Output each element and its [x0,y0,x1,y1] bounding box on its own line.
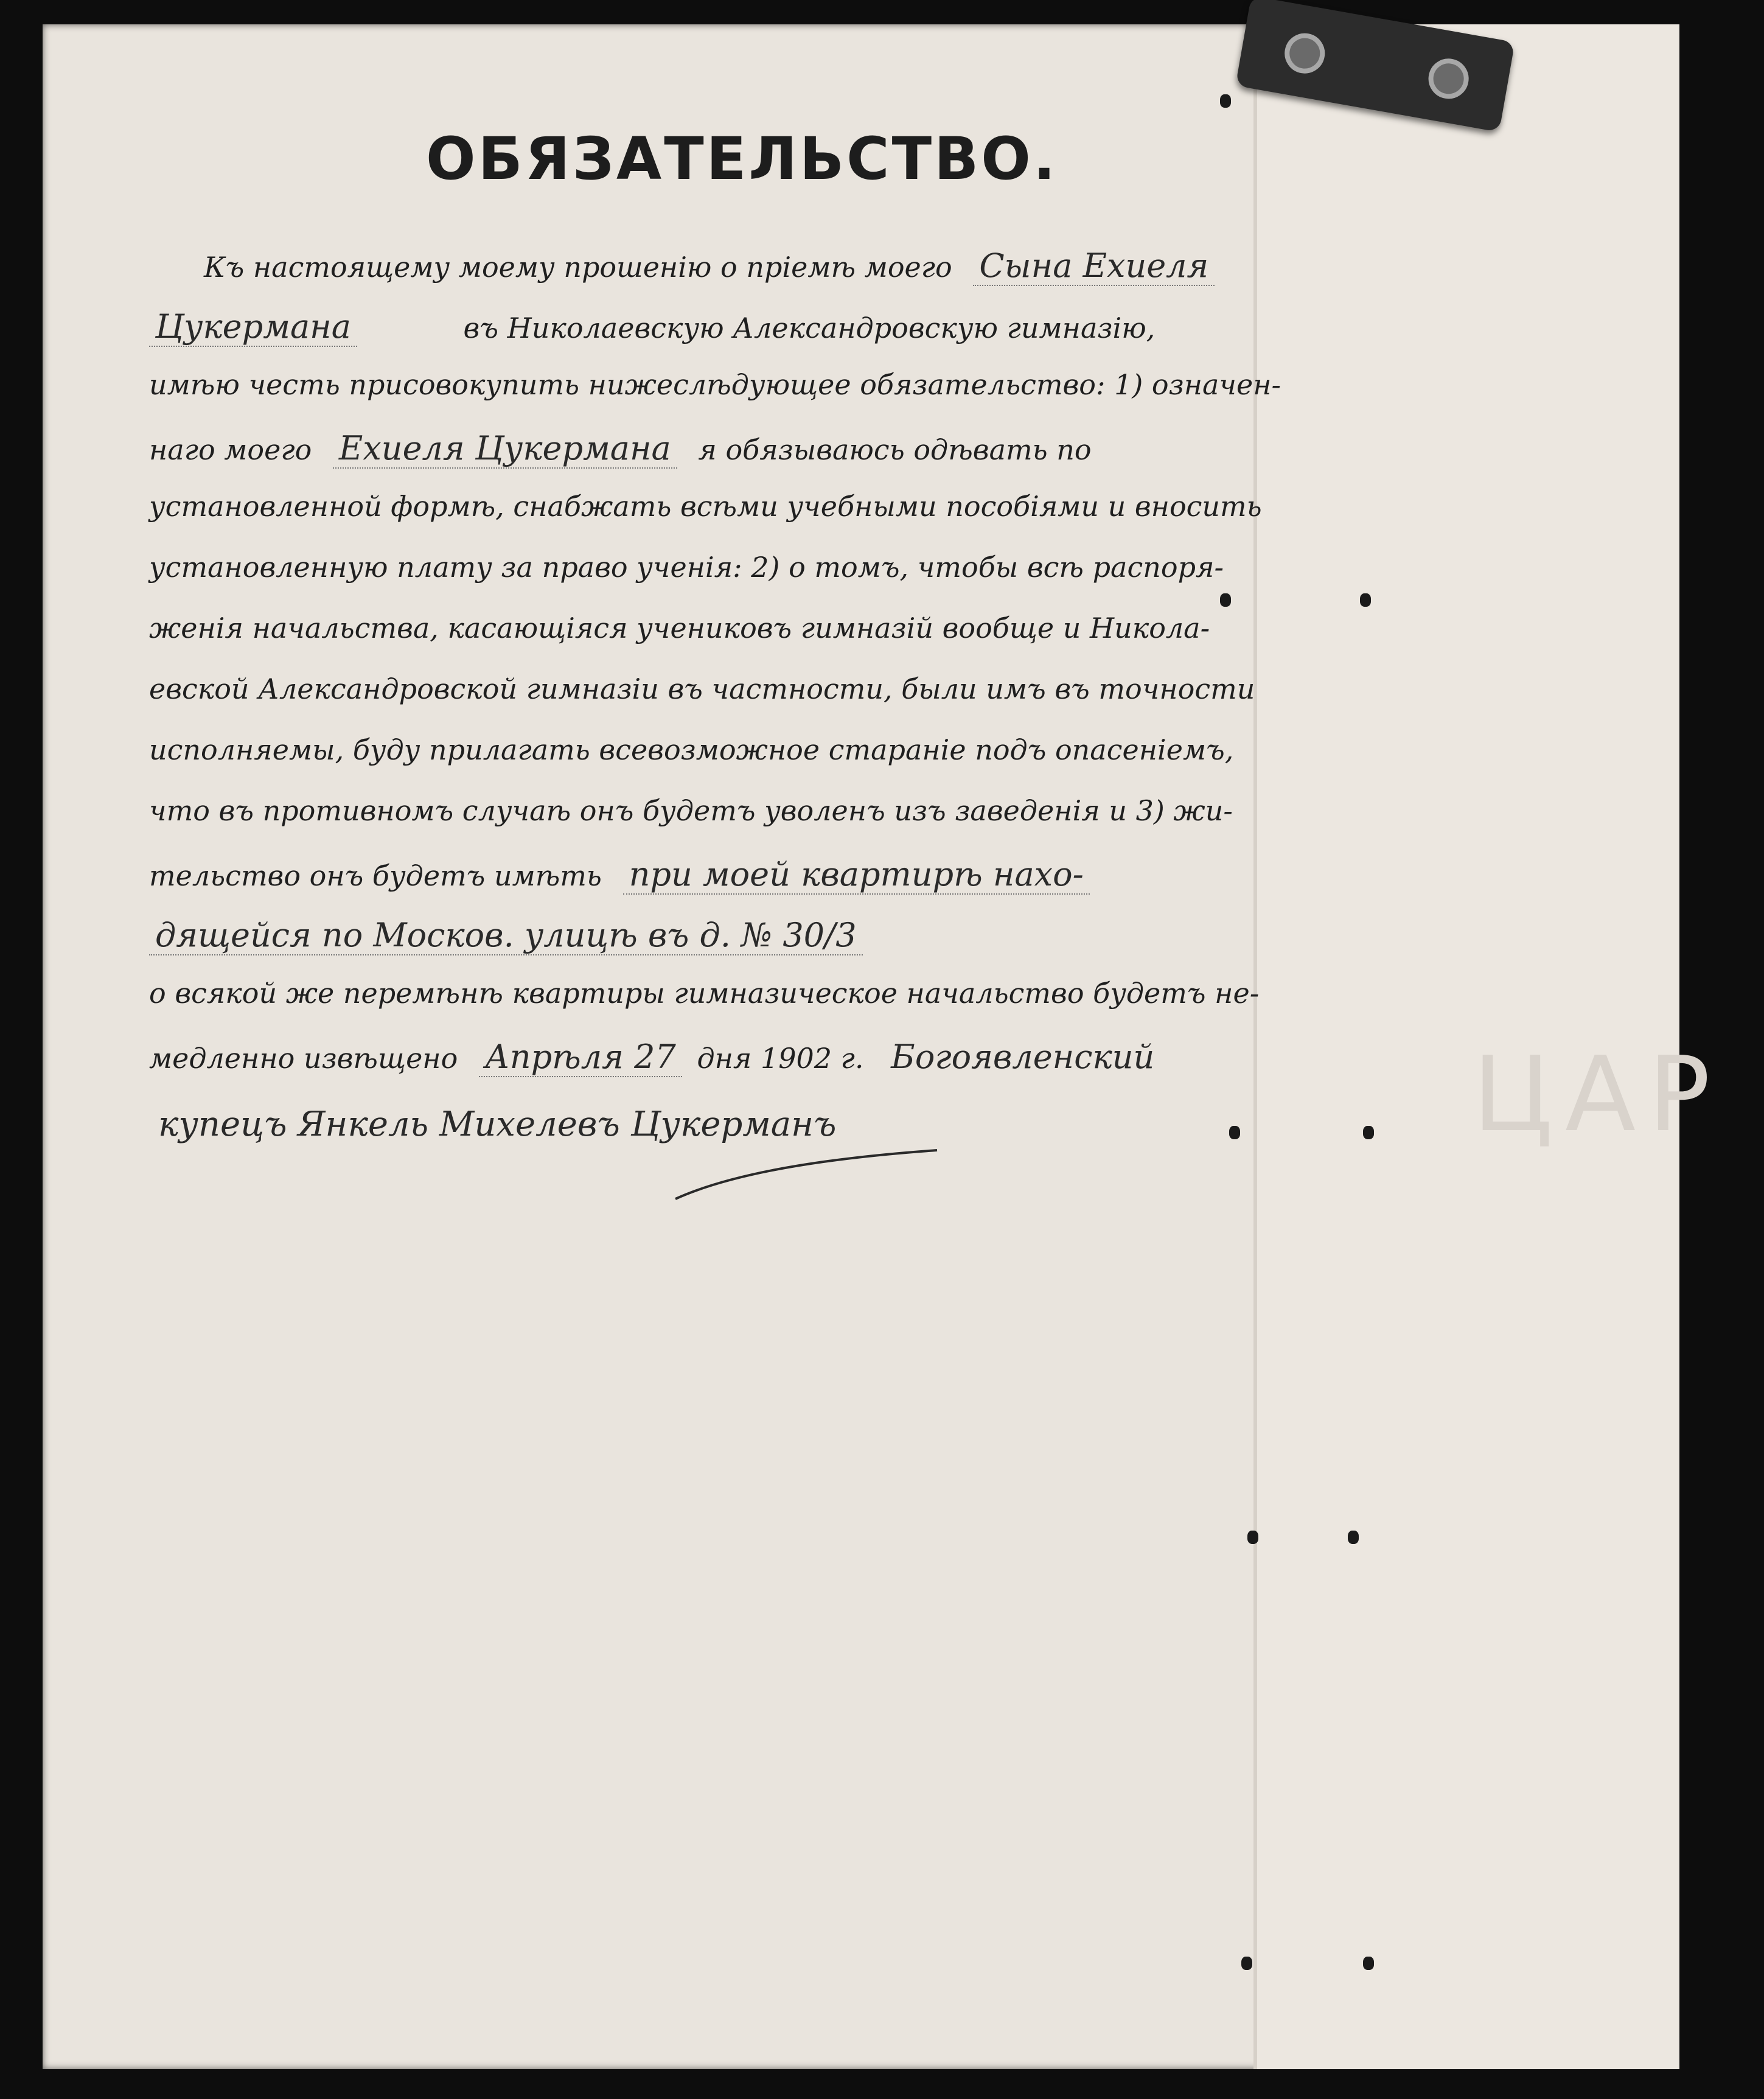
text-line-13 [149,977,1260,1038]
text-line-4 [149,429,1196,490]
rivet-icon [1425,55,1471,102]
printed-text: наго моего [149,433,312,466]
rivet-icon [1281,30,1328,76]
text-line-14 [149,1038,1196,1098]
printed-text: Къ настоящему моему прошенію о пріемѣ моего [204,251,952,284]
text-line-5 [149,490,1262,551]
handwritten-text: Ехиеля Цукермана [333,429,677,469]
handwritten-text: Цукермана [149,307,357,347]
ghost-stamp-text: ЦАР [1473,1035,1723,1155]
text-line-9 [149,733,1234,794]
text-line-10 [149,794,1233,855]
punch-hole [1241,1957,1252,1970]
printed-text: въ Николаевскую Александровскую гимназію, [463,312,1156,344]
handwritten-text: Апрѣля 27 [479,1038,682,1077]
punch-hole [1363,1957,1374,1970]
printed-text: установленной формѣ, снабжать всѣми учебными пособіями и вносить [149,490,1262,523]
printed-text: имѣю честь присовокупить нижеслѣдующее обязательство: 1) означен- [149,368,1281,401]
punch-hole [1363,1126,1374,1139]
punch-hole [1220,94,1231,108]
text-line-12 [149,916,1196,977]
text-line-1 [149,246,1209,307]
printed-text: что въ противномъ случаѣ онъ будетъ уволенъ изъ заведенія и 3) жи- [149,794,1233,827]
punch-hole [1247,1531,1258,1544]
printed-text: медленно извѣщено [149,1042,458,1075]
handwritten-text: Богоявленский [891,1038,1155,1076]
text-line-6 [149,551,1224,612]
punch-hole [1220,593,1231,607]
text-line-7 [149,612,1210,672]
punch-hole [1348,1531,1359,1544]
handwritten-text: Сына Ехиеля [973,246,1215,286]
handwritten-text: при моей квартирѣ нахо- [623,855,1090,895]
text-line-8 [149,672,1255,733]
text-line-11 [149,855,1196,916]
printed-text: дня 1902 г. [697,1042,864,1075]
punch-hole [1360,593,1371,607]
text-line-3 [149,368,1281,429]
handwritten-text: дящейся по Москов. улицѣ въ д. № 30/3 [149,916,863,955]
text-line-2 [149,307,1196,368]
printed-text: женія начальства, касающіяся учениковъ гимназій вообще и Никола- [149,612,1210,644]
printed-text: я обязываюсь одѣвать по [698,433,1092,466]
printed-text: евской Александровской гимназіи въ частности, были имъ въ точности [149,672,1255,705]
printed-text: о всякой же перемѣнѣ квартиры гимназическое начальство будетъ не- [149,977,1260,1010]
printed-text: тельство онъ будетъ имѣть [149,859,602,892]
signature: купецъ Янкель Михелевъ Цукерманъ [158,1105,837,1144]
printed-text: установленную плату за право ученія: 2) о томъ, чтобы всѣ распоря- [149,551,1224,584]
document-title: ОБЯЗАТЕЛЬСТВО. [426,125,1058,193]
punch-hole [1229,1126,1240,1139]
signature-flourish-icon [669,1144,949,1211]
printed-text: исполняемы, буду прилагать всевозможное стараніе подъ опасеніемъ, [149,733,1234,766]
